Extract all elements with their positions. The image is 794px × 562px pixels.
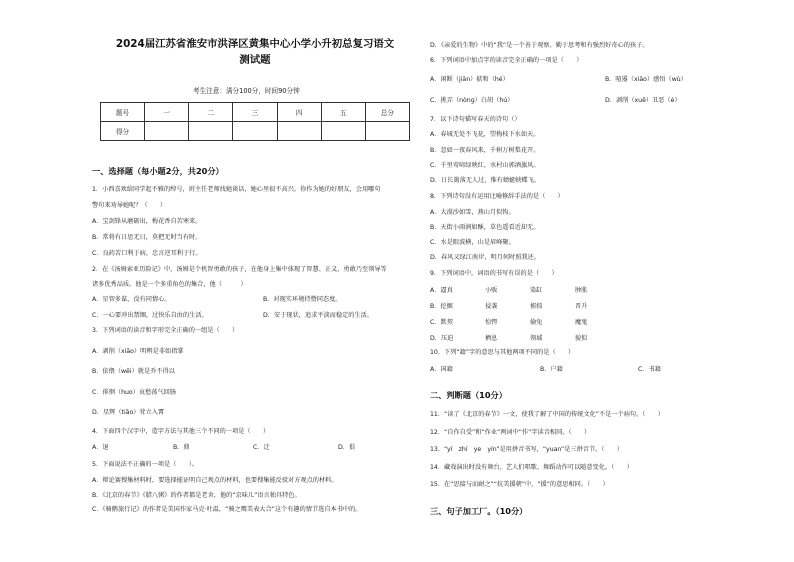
- q1-option-c: C．良药苦口利于病，忠言逆耳利于行。: [92, 250, 202, 257]
- q1-option-a: A．宝剑锋从磨砺出，梅花香自苦寒来。: [92, 218, 202, 225]
- q10-option-b: B．户籍: [540, 366, 563, 373]
- q9-word: B．挖掘: [430, 303, 453, 310]
- score-table: [100, 102, 410, 141]
- q9-word: 偷兔: [530, 319, 543, 326]
- score-table-cell: 总分: [365, 103, 409, 122]
- score-table-cell: 题号: [101, 103, 145, 122]
- q10-stem: 10．下列“籍”字的意思与其他两项不同的是（ ）: [430, 349, 575, 356]
- score-blank-cell[interactable]: [365, 122, 409, 141]
- q8-option-d: D．春风又绿江南岸，明月何时照我还。: [430, 254, 540, 261]
- q2-option-c: C．一心要冲出禁锢，过快乐自由的生活。: [92, 312, 208, 319]
- score-table-header-row: [101, 103, 410, 122]
- q9-word: D．压迫: [430, 335, 454, 342]
- q9-word: 貌似: [575, 335, 588, 342]
- q6-option-b: B．喧嚣（xiāo）感悟（wù）: [605, 76, 687, 83]
- q5-option-a: A．辩论赛搜集材料时，要选择能证明自己观点的材料，也要搜集能反驳对方观点的材料。: [92, 477, 338, 484]
- paper-title-line1: 2024届江苏省淮安市洪泽区黄集中心小学小升初总复习语文: [115, 38, 395, 50]
- score-table-score-row: [101, 122, 410, 141]
- q9-word: 惊愕: [485, 319, 498, 326]
- paper-title-line2: 测试题: [239, 54, 271, 66]
- q6-option-d: D．剥削（xuē）丑恶（è）: [605, 97, 681, 104]
- q9-word: 领域: [530, 335, 543, 342]
- q2-option-b: B．对现实环境持赞同态度。: [263, 296, 342, 303]
- q9-word: 晋升: [575, 303, 588, 310]
- q3-option-c: C．徘徊（huo）哀愁荡气回肠: [92, 389, 177, 396]
- section-3-heading: 三、句子加工厂。（10分）: [430, 506, 528, 516]
- score-table-cell: 四: [277, 103, 321, 122]
- q5-option-d: D．《亲爱的生物》中的“我”是一个善于观察、勤于思考和有强烈好奇心的孩子。: [430, 42, 649, 49]
- judge-item-13: 13．“yí zhí ye yín”是用拼音书写，“yuan”是三拼音节。（ ）: [430, 446, 623, 453]
- score-blank-cell[interactable]: [145, 122, 189, 141]
- score-blank-cell[interactable]: [233, 122, 277, 141]
- q3-option-a: A．剥削（xiāo）明辨是非如指掌: [92, 348, 184, 355]
- q9-word: 魔鬼: [575, 319, 588, 326]
- q8-stem: 8．下列诗句没有运用比喻修辞手法的是（ ）: [430, 193, 564, 200]
- q9-word: 小贩: [485, 287, 498, 294]
- score-table-cell: 一: [145, 103, 189, 122]
- score-table-cell: 得分: [101, 122, 145, 141]
- q9-word: 侵袭: [485, 303, 498, 310]
- q2-line1: 2．在《汤姆索亚历险记》中，汤姆是个机智勇敢的孩子，在他身上集中体现了智慧、正义、勇敢乃至领导等: [92, 266, 387, 273]
- q7-option-c: C．千里莺啼绿映红，水村山郭酒旗风。: [430, 162, 540, 169]
- q9-stem: 9．下列词语中，词语的书写有误的是（ ）: [430, 270, 558, 277]
- q7-option-d: D．日长篱落无人过，惟有蜻蜓蛱蝶飞。: [430, 177, 540, 184]
- q4-stem: 4．下面四个汉字中，造字方法与其他三个不同的一项是（ ）: [92, 428, 270, 435]
- exam-note: 考生注意：满分100分，时间90分钟: [193, 87, 300, 95]
- section-1-heading: 一、选择题（每小题2分，共20分）: [92, 166, 224, 176]
- q6-option-c: C．挑弄（nòng）白胡（hú）: [430, 97, 514, 104]
- q9-word: C．默契: [430, 319, 453, 326]
- q8-option-a: A．大漠沙如雪，燕山月似钩。: [430, 209, 515, 216]
- q9-word: 肿胀: [575, 287, 588, 294]
- q5-stem: 5．下面说法不正确的一项是（ ）。: [92, 461, 199, 468]
- judge-item-14: 14．藏戏演出时没有舞台，艺人们唱歌、舞蹈动作可以随意变化。（ ）: [430, 464, 633, 471]
- q9-word: 染缸: [530, 287, 543, 294]
- score-table-cell: 三: [233, 103, 277, 122]
- score-blank-cell[interactable]: [321, 122, 365, 141]
- q4-option-b: B．鼎: [173, 444, 190, 451]
- q4-option-d: D．俱: [338, 444, 356, 451]
- q1-option-b: B．常将有日思无日，莫把无时当有时。: [92, 234, 202, 241]
- q9-word: 栖息: [485, 335, 498, 342]
- q7-stem: 7．以下诗句描写春天的诗句（）: [430, 116, 521, 123]
- q8-option-b: B．天街小雨润如酥，草色遥看近却无。: [430, 224, 540, 231]
- section-2-heading: 二、判断题（10分）: [430, 390, 507, 400]
- q4-option-a: A．退: [92, 444, 109, 451]
- q6-option-a: A．闲断（jiān）掂和（hé）: [430, 76, 509, 83]
- score-blank-cell[interactable]: [277, 122, 321, 141]
- q2-option-a: A．星智多谋，没有同情心。: [92, 296, 171, 303]
- q5-option-c: C．《骑鹅旅行记》的作者是美国作家马克·吐温，“骑之鹰美表大合”这个有趣的情节选自本书中的。: [92, 506, 362, 513]
- judge-item-11: 11．“读了《北京的春节》一文，使我了解了中国的传统文化”不是一个病句。（ ）: [430, 411, 664, 418]
- judge-item-15: 15．在“思接与而耐之”“抗美援朝”中，“援”的意思相同。（ ）: [430, 481, 609, 488]
- q7-option-a: A．春城无处不飞花，望梅枝下水如天。: [430, 131, 540, 138]
- q1-line2: 警句来劝导她呢？（ ）: [92, 202, 167, 209]
- judge-item-12: 12．“自作自受”和“作业”两词中“作”字读音相同。（ ）: [430, 429, 591, 436]
- q9-word: A．逼真: [430, 287, 453, 294]
- q1-line1: 1．小西喜欢给同学起不雅的绰号，班主任老师找她谈话，她心里很不高兴。你作为她的好朋友，会用哪句: [92, 186, 381, 193]
- q9-word: 掳掠: [530, 303, 543, 310]
- q3-option-b: B．依偎（wēi）就是乔不得以: [92, 368, 175, 375]
- score-table-cell: 五: [321, 103, 365, 122]
- q3-stem: 3．下列词语的读音和字形完全正确的一组是（ ）: [92, 327, 239, 334]
- q5-option-b: B．《北京的春节》《腊八粥》的作者都是老舍，他的“京味儿”语言独具特色。: [92, 492, 301, 499]
- q8-option-c: C．水是眼波横，山是眉峰聚。: [430, 239, 515, 246]
- q7-option-b: B．忽如一夜春风来，千树万树梨花开。: [430, 147, 540, 154]
- q2-option-d: D．安于现状，追求平淡而稳定的生活。: [263, 312, 373, 319]
- q3-option-d: D．星辉（tiāo）耸立入霄: [92, 409, 165, 416]
- q10-option-a: A．国籍: [430, 366, 453, 373]
- q10-option-c: C．书籍: [638, 366, 661, 373]
- q4-option-c: C．迁: [253, 444, 270, 451]
- score-blank-cell[interactable]: [189, 122, 233, 141]
- q2-line2: 诸多优秀品质。他是一个多重角色的集合，他（ ）: [92, 281, 247, 288]
- q6-stem: 6．下列词语中加点字的读音完全正确的一项是（ ）: [430, 57, 583, 64]
- score-table-cell: 二: [189, 103, 233, 122]
